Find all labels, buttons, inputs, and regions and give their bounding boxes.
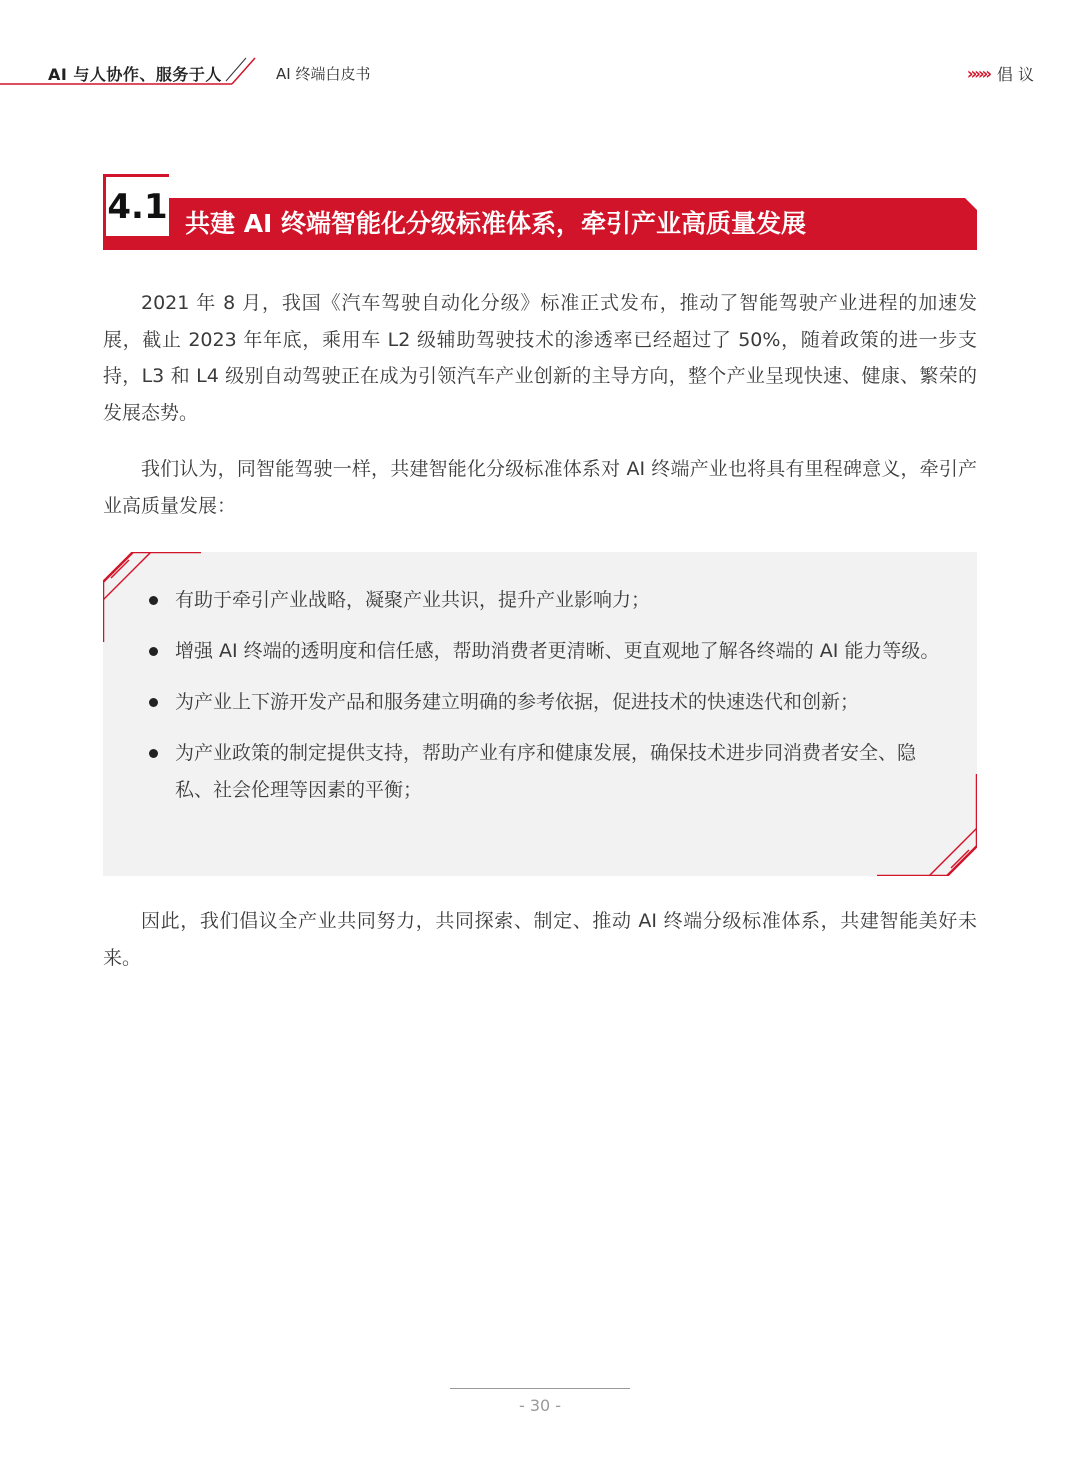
bullet-list [147, 582, 947, 823]
header-divider-line [0, 54, 260, 88]
header-section-text: 倡 议 [996, 65, 1034, 84]
page-number: - 30 - [518, 1396, 562, 1415]
list-item-text: 为产业政策的制定提供支持，帮助产业有序和健康发展，确保技术进步同消费者安全、隐私、社会伦理等因素的平衡； [175, 742, 917, 801]
bullet-dot-icon [149, 749, 158, 758]
footer-divider [450, 1388, 630, 1389]
paragraph-intro: 2021 年 8 月，我国《汽车驾驶自动化分级》标准正式发布，推动了智能驾驶产业进程的加速发展，截止 2023 年年底，乘用车 L2 级辅助驾驶技术的渗透率已经超过了 50%，随着政策的进一步支持，L3 和 L4 级别自动驾驶正在成为引领汽车产业创新的主导方向，整个产业呈现快速、健康、繁荣的发展态势。 [103, 292, 977, 424]
list-item [147, 582, 947, 619]
section-heading [103, 174, 977, 252]
list-item [147, 684, 947, 721]
header-doc-title: AI 终端白皮书 [276, 65, 371, 83]
section-title: 共建 AI 终端智能化分级标准体系，牵引产业高质量发展 [185, 209, 807, 238]
list-item [147, 633, 947, 670]
list-item-text: 增强 AI 终端的透明度和信任感，帮助消费者更清晰、更直观地了解各终端的 AI 能力等级。 [175, 640, 940, 662]
bullet-dot-icon [149, 596, 158, 605]
list-item [147, 735, 947, 809]
bullet-dot-icon [149, 647, 158, 656]
list-item-text: 为产业上下游开发产品和服务建立明确的参考依据，促进技术的快速迭代和创新； [175, 691, 860, 713]
paragraph-opinion: 我们认为，同智能驾驶一样，共建智能化分级标准体系对 AI 终端产业也将具有里程碑意义，牵引产业高质量发展： [103, 458, 977, 517]
chevrons-right-icon: »»» [966, 64, 989, 83]
paragraph-conclusion: 因此，我们倡议全产业共同努力，共同探索、制定、推动 AI 终端分级标准体系，共建智能美好未来。 [103, 910, 977, 969]
bullet-dot-icon [149, 698, 158, 707]
header-left-title: AI 与人协作、服务于人 [48, 65, 222, 84]
list-item-text: 有助于牵引产业战略，凝聚产业共识，提升产业影响力； [175, 589, 651, 611]
section-number: 4.1 [103, 174, 169, 236]
header-section-label [967, 62, 1034, 85]
